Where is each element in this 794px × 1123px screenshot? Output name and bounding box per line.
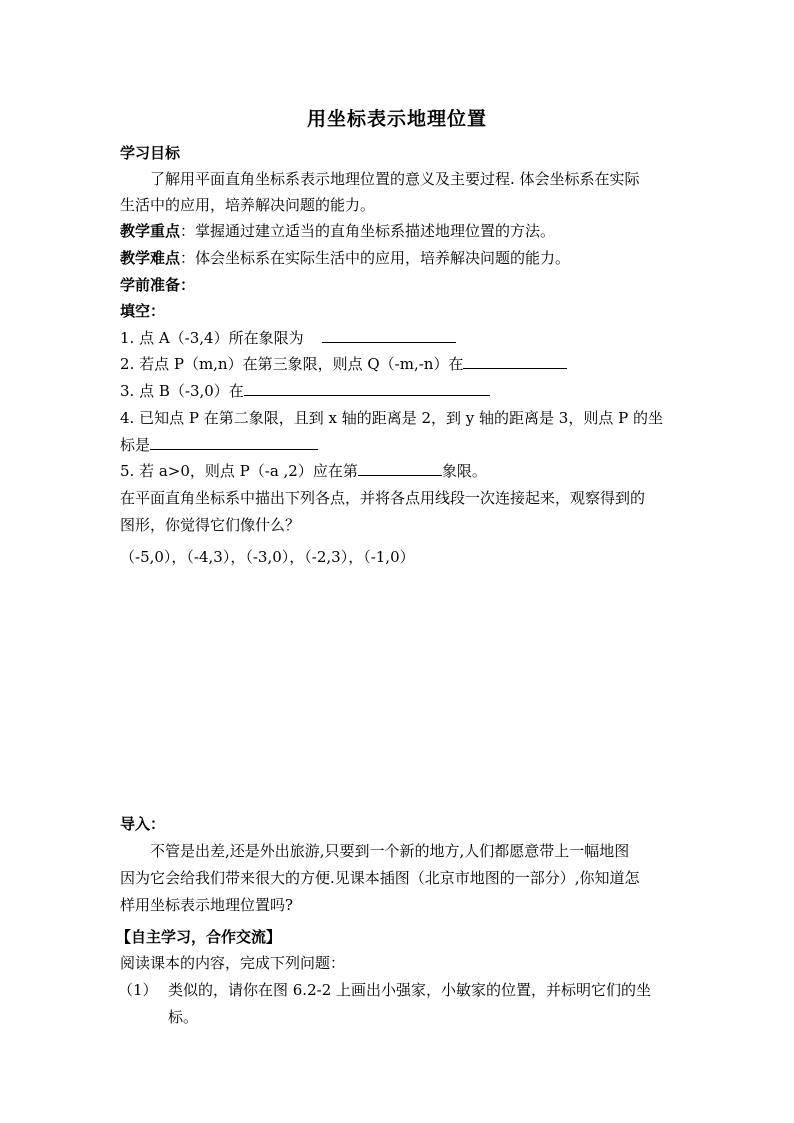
self-study-item-1-line-2: 标。: [168, 1008, 199, 1026]
question-3: [120, 378, 490, 404]
answer-blank-2[interactable]: [463, 353, 567, 369]
answer-blank-5[interactable]: [358, 460, 442, 476]
question-5-text: 5. 若 a>0，则点 P（-a ,2）应在第: [120, 462, 358, 480]
question-5-suffix: 象限。: [441, 462, 487, 480]
question-1-text: 1. 点 A（-3,4）所在象限为: [120, 329, 304, 347]
key-point-text: ：掌握通过建立适当的直角坐标系描述地理位置的方法。: [180, 222, 556, 240]
key-point-label: 教学重点: [120, 222, 181, 240]
self-study-item-1-number: （1）: [118, 981, 158, 999]
question-1: [120, 325, 456, 351]
page-title: 用坐标表示地理位置: [306, 108, 487, 130]
fill-heading: 填空：: [120, 302, 166, 320]
question-4-line-1: 4. 已知点 P 在第二象限，且到 x 轴的距离是 2，到 y 轴的距离是 3，则点 P 的坐: [120, 409, 663, 427]
plot-task-line-2: 图形，你觉得它们像什么？: [120, 516, 301, 534]
question-2: [120, 351, 567, 377]
question-5: [120, 458, 487, 484]
preparation-heading: 学前准备：: [120, 276, 196, 294]
self-study-item-1-line-1: 类似的，请你在图 6.2-2 上画出小强家，小敏家的位置，并标明它们的坐: [168, 981, 652, 999]
question-4-text: 标是: [120, 436, 151, 454]
plot-task-line-1: 在平面直角坐标系中描出下列各点，并将各点用线段一次连接起来，观察得到的: [120, 489, 646, 507]
self-study-instruction: 阅读课本的内容，完成下列问题：: [120, 954, 346, 972]
intro-line-2: 因为它会给我们带来很大的方便.见课本插图（北京市地图的一部分）,你知道怎: [120, 869, 640, 887]
plot-task-points: （-5,0），（-4,3），（-3,0），（-2,3），（-1,0）: [120, 548, 415, 566]
answer-blank-1[interactable]: [322, 327, 456, 343]
intro-line-1: 不管是出差,还是外出旅游,只要到一个新的地方,人们都愿意带上一幅地图: [150, 842, 630, 860]
question-4-line-2: [120, 432, 318, 458]
key-point: [120, 218, 555, 244]
objectives-line-2: 生活中的应用，培养解决问题的能力。: [120, 196, 376, 214]
question-3-text: 3. 点 B（-3,0）在: [120, 382, 244, 400]
answer-blank-4[interactable]: [150, 434, 318, 450]
difficulty: [120, 245, 570, 271]
self-study-heading: 【自主学习，合作交流】: [116, 928, 282, 946]
intro-line-3: 样用坐标表示地理位置吗?: [120, 896, 294, 914]
intro-heading: 导入：: [120, 815, 166, 833]
difficulty-text: ：体会坐标系在实际生活中的应用，培养解决问题的能力。: [180, 249, 571, 267]
difficulty-label: 教学难点: [120, 249, 181, 267]
objectives-heading: 学习目标: [120, 144, 181, 162]
objectives-line-1: 了解用平面直角坐标系表示地理位置的意义及主要过程. 体会坐标系在实际: [150, 170, 640, 188]
question-2-text: 2. 若点 P（m,n）在第三象限，则点 Q（-m,-n）在: [120, 355, 464, 373]
answer-blank-3[interactable]: [244, 380, 490, 396]
